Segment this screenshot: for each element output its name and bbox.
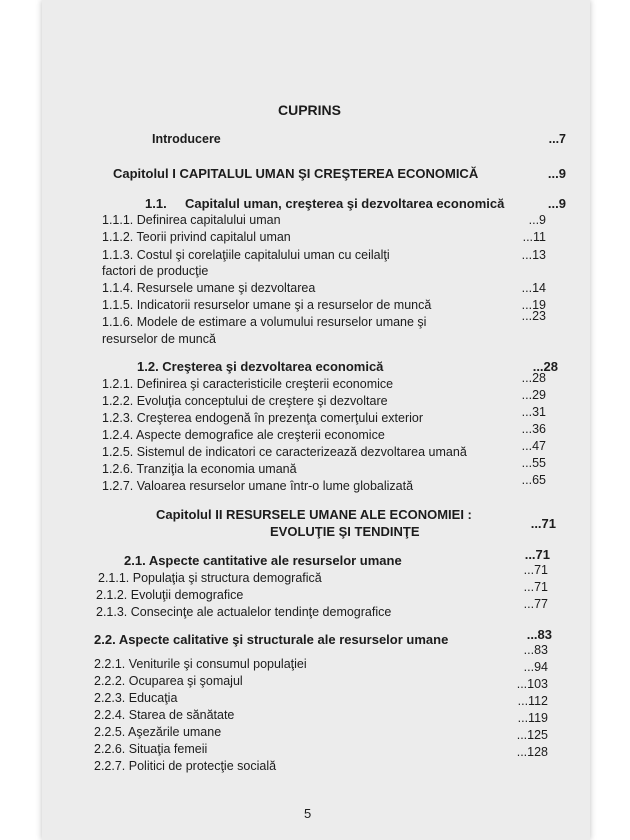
toc-item-continued: factori de producţie xyxy=(102,264,209,278)
toc-item: 1.2.1. Definirea şi caracteristicile creşterii economice xyxy=(102,377,394,391)
toc-item-page: ...29 xyxy=(521,388,546,402)
toc-item: 1.2.3. Creşterea endogenă în prezenţa comerţului exterior xyxy=(102,411,424,425)
toc-item: 2.1.1. Populaţia şi structura demografică xyxy=(98,571,322,585)
toc-sec11-num: 1.1. xyxy=(145,196,167,211)
toc-item-page: ...71 xyxy=(523,580,548,594)
toc-sec12-label: 1.2. Creşterea şi dezvoltarea economică xyxy=(137,359,384,374)
toc-item-page: ...9 xyxy=(528,213,546,227)
toc-item-page: ...11 xyxy=(522,230,546,244)
toc-item-page: ...13 xyxy=(521,248,546,262)
toc-intro-label: Introducere xyxy=(152,132,221,146)
toc-item: 1.2.4. Aspecte demografice ale creşterii economice xyxy=(102,428,385,442)
toc-item-page: ...103 xyxy=(516,677,548,691)
toc-item: 1.1.1. Definirea capitalului uman xyxy=(102,213,281,227)
toc-item: 1.1.6. Modele de estimare a volumului resurselor umane şi xyxy=(102,315,427,329)
toc-item-page: ...31 xyxy=(521,405,546,419)
toc-item-page: ...28 xyxy=(521,371,546,385)
toc-item-page: ...94 xyxy=(523,660,548,674)
toc-item-page: ...112 xyxy=(517,694,548,708)
toc-sec12-page: ...28 xyxy=(532,359,558,374)
toc-item: 1.1.4. Resursele umane şi dezvoltarea xyxy=(102,281,316,295)
toc-item: 1.2.2. Evoluţia conceptului de creştere şi dezvoltare xyxy=(102,394,388,408)
toc-title: CUPRINS xyxy=(278,102,342,118)
toc-item-page: ...71 xyxy=(523,563,548,577)
toc-sec22-page: ...83 xyxy=(526,627,552,642)
toc-chapter1-page: ...9 xyxy=(547,166,566,181)
toc-item: 2.2.5. Aşezările umane xyxy=(94,725,222,739)
toc-item: 2.2.6. Situaţia femeii xyxy=(94,742,208,756)
toc-item: 2.2.2. Ocuparea şi şomajul xyxy=(94,674,243,688)
toc-item-page: ...83 xyxy=(523,643,548,657)
toc-chapter2-line1: Capitolul II RESURSELE UMANE ALE ECONOMIEI : xyxy=(156,507,472,522)
toc-item: 1.2.6. Tranziţia la economia umană xyxy=(102,462,297,476)
toc-item: 2.1.2. Evoluţii demografice xyxy=(96,588,244,602)
toc-item-page: ...55 xyxy=(521,456,546,470)
toc-item-page: ...47 xyxy=(521,439,546,453)
toc-item-page: ...65 xyxy=(521,473,546,487)
toc-item: 2.2.1. Veniturile şi consumul populaţiei xyxy=(94,657,307,671)
toc-item-continued: resurselor de muncă xyxy=(102,332,216,346)
toc-intro-page: ...7 xyxy=(548,132,566,146)
toc-item: 1.2.5. Sistemul de indicatori ce caracterizează dezvoltarea umană xyxy=(102,445,467,459)
toc-item: 1.1.2. Teorii privind capitalul uman xyxy=(102,230,291,244)
page-number: 5 xyxy=(304,806,312,821)
toc-sec11-label: Capitalul uman, creşterea şi dezvoltarea economică xyxy=(185,196,505,211)
toc-chapter2-page: ...71 xyxy=(530,516,556,531)
toc-item: 1.2.7. Valoarea resurselor umane într-o lume globalizată xyxy=(102,479,414,493)
toc-item-page: ...19 xyxy=(521,298,546,312)
toc-item: 1.1.3. Costul şi corelaţiile capitalului uman cu ceilalţi xyxy=(102,248,390,262)
toc-item: 2.2.4. Starea de sănătate xyxy=(94,708,235,722)
toc-item-page: ...77 xyxy=(523,597,548,611)
toc-item-page: ...14 xyxy=(521,281,546,295)
toc-item-page: ...125 xyxy=(516,728,548,742)
toc-item-page: ...23 xyxy=(521,309,546,323)
toc-sec21-page: ...71 xyxy=(524,547,550,562)
toc-item-page: ...128 xyxy=(516,745,548,759)
toc-item-page: ...36 xyxy=(521,422,546,436)
toc-item: 1.1.5. Indicatorii resurselor umane şi a resurselor de muncă xyxy=(102,298,432,312)
toc-item: 2.2.7. Politici de protecţie socială xyxy=(94,759,277,773)
toc-sec22-label: 2.2. Aspecte calitative şi structurale ale resurselor umane xyxy=(94,632,449,647)
toc-sec11-page: ...9 xyxy=(547,196,566,211)
toc-item: 2.2.3. Educaţia xyxy=(94,691,178,705)
toc-chapter1-label: Capitolul I CAPITALUL UMAN ŞI CREŞTEREA ECONOMICĂ xyxy=(113,166,479,181)
toc-sec21-label: 2.1. Aspecte cantitative ale resurselor umane xyxy=(124,553,402,568)
toc-chapter2-line2: EVOLUŢIE ŞI TENDINŢE xyxy=(270,524,420,539)
toc-item-page: ...119 xyxy=(517,711,548,725)
toc-item: 2.1.3. Consecinţe ale actualelor tendinţe demografice xyxy=(96,605,392,619)
